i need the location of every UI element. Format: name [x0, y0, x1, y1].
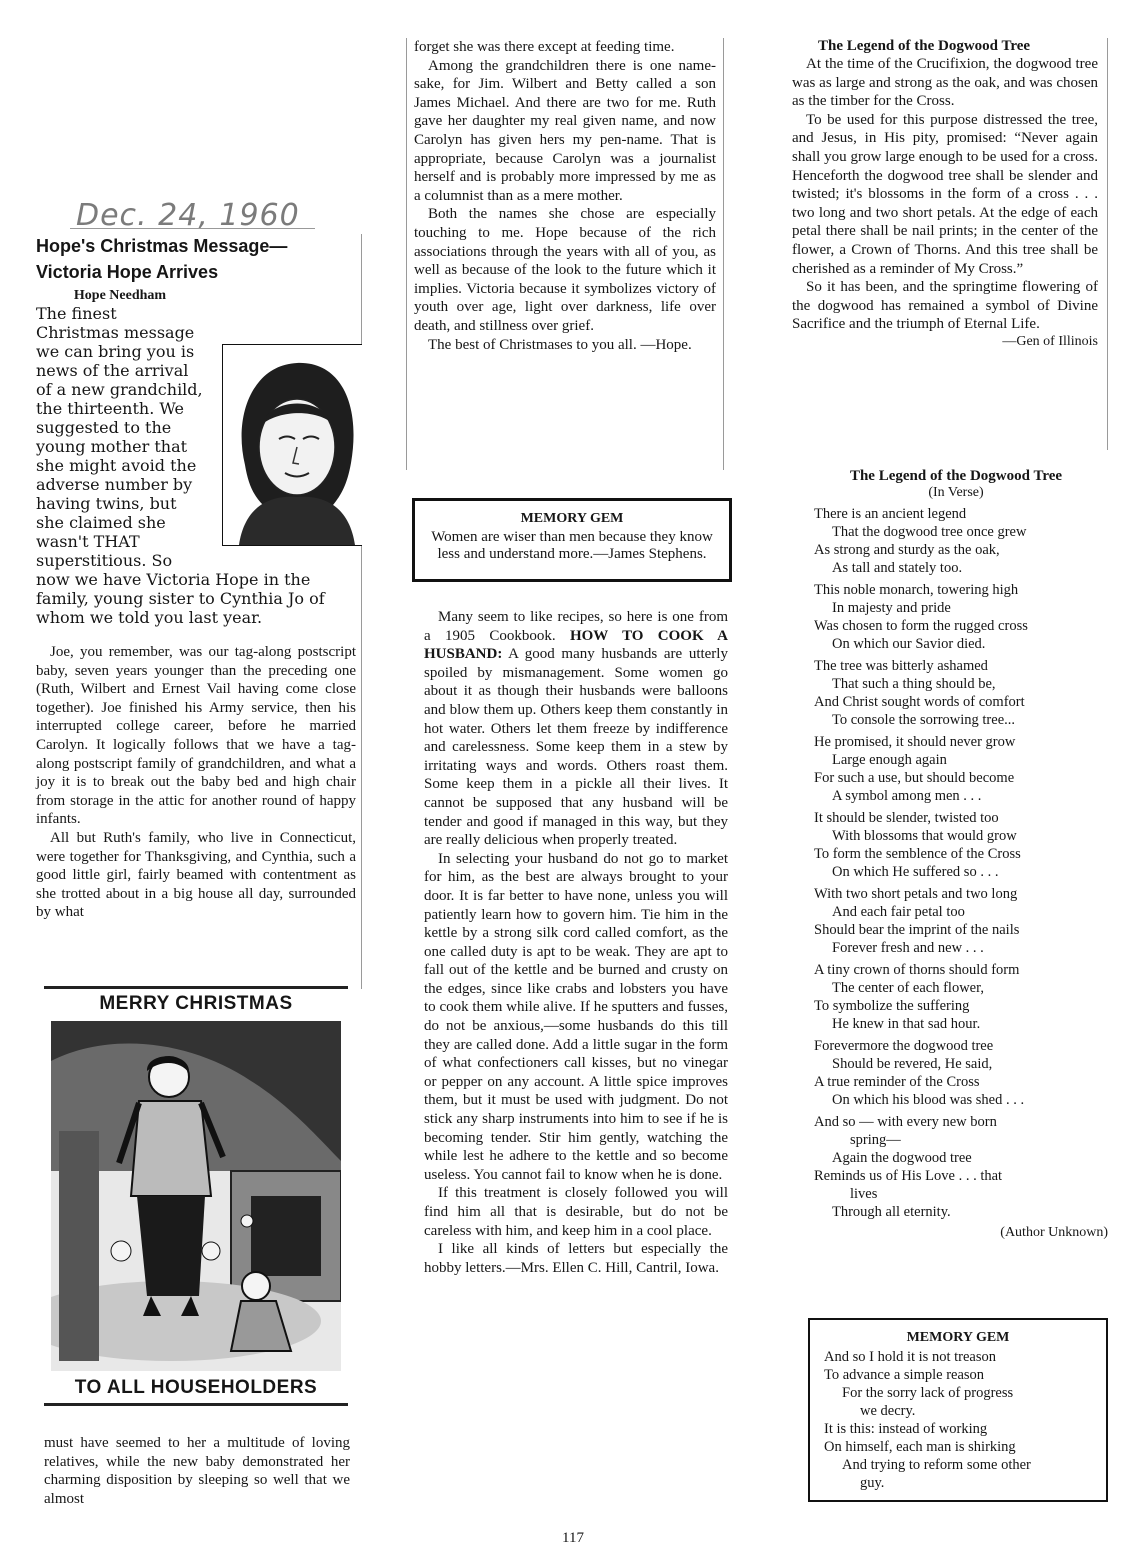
- legend-verse-subtitle: (In Verse): [928, 485, 984, 500]
- stanza-4: [814, 733, 1108, 805]
- legend-prose-paragraph-2: To be used for this purpose distressed the tree, and Jesus, in His pity, promised: “Never again shall you grow large enough to be used for a cross. Henceforth the dogwood tree shall be slender and twisted; it's blossoms in the form of a cross . . . two long and two short petals. At the edge of each petal there shall be nail prints; in the center of the flower, a Crown of Thorns. And this tree shall be cherished as a reminder of My Cross.”: [792, 111, 1098, 277]
- handwritten-date: Dec. 24, 1960: [76, 198, 300, 233]
- verse-line: And Christ sought words of comfort: [814, 694, 1025, 710]
- memory-gem-1-title: MEMORY GEM: [520, 511, 624, 526]
- legend-verse-stanzas: [804, 505, 1108, 1221]
- recipe-intro: Many seem to like recipes, so here is one from a 1905 Cookbook.: [424, 609, 728, 644]
- gem-line: And trying to reform some other: [842, 1457, 1031, 1473]
- verse-line: On which our Savior died.: [832, 636, 986, 652]
- col2-paragraph-1: forget she was there except at feeding time.: [414, 39, 675, 55]
- portrait-figure: [208, 344, 356, 566]
- hope-col2-clipping: [406, 38, 724, 470]
- verse-line: To form the semblence of the Cross: [814, 846, 1021, 862]
- memory-gem-1-text: Women are wiser than men because they know less and understand more.—James Stephens.: [431, 529, 713, 562]
- legend-verse-clipping: [804, 468, 1108, 1264]
- legend-verse-signature: (Author Unknown): [1000, 1225, 1108, 1240]
- stanza-1: [814, 505, 1108, 577]
- verse-line: Was chosen to form the rugged cross: [814, 618, 1028, 634]
- recipe-title: HOW TO COOK A HUSBAND:: [424, 627, 728, 663]
- recipe-paragraph-2: In selecting your husband do not go to market for him, as the best are always brought to your door. It is far better to have none, unless you will patiently learn how to govern him. Tie him in the kettle by a strong silk cord called comfort, as the one called duty is apt to be weak. They are apt to fall out of the kettle and be burned and crusty on the edges, since like crabs and lobsters you have to cook them while alive. If he sputters and fusses, do not be anxious,—some husbands do this till they are called done. Add a little sugar in the form of what confectioners call kisses, but no vinegar or pepper on any account. A little spice improves them, but it must be used with judgment. Do not stick any sharp instruments into him to see if he is becoming tender. Stir him gently, watching the while lest he adhere to the kettle and so become useless. You cannot fail to know when he is done.: [424, 850, 728, 1183]
- verse-line: On which He suffered so . . .: [832, 864, 999, 880]
- verse-line: Should bear the imprint of the nails: [814, 922, 1020, 938]
- verse-line: As tall and stately too.: [832, 560, 963, 576]
- recipe-clipping: [416, 608, 732, 1512]
- verse-line: The center of each flower,: [832, 980, 984, 996]
- page-number: 117: [562, 1530, 584, 1546]
- verse-line: spring—: [850, 1132, 901, 1148]
- gem-line: guy.: [860, 1475, 885, 1491]
- hope-continued-text: must have seemed to her a multitude of loving relatives, while the new baby demonstrated her charming disposition by sleeping so well that we almost: [44, 1435, 350, 1507]
- verse-line: He knew in that sad hour.: [832, 1016, 981, 1032]
- verse-line: Forevermore the dogwood tree: [814, 1038, 994, 1054]
- verse-line: With two short petals and two long: [814, 886, 1018, 902]
- verse-line: The tree was bitterly ashamed: [814, 658, 988, 674]
- hope-article-clipping: [30, 234, 362, 989]
- verse-line: For such a use, but should become: [814, 770, 1015, 786]
- verse-line: This noble monarch, towering high: [814, 582, 1019, 598]
- stanza-5: [814, 809, 1108, 881]
- verse-line: Again the dogwood tree: [832, 1150, 972, 1166]
- recipe-paragraph-1: [424, 608, 728, 850]
- hope-paragraph-1: The finest Christmas message we can bring you is news of the arrival of a new grandchild, the thirteenth. We suggested to the young mother that she might avoid the adverse number by having twins, but she claimed she wasn't THAT superstitious. So now we have Victoria Hope in the family, young sister to Cynthia Jo of whom we told you last year.: [36, 304, 325, 627]
- hope-paragraph-2: Joe, you remember, was our tag-along postscript baby, seven years younger than the preceding one (Ruth, Wilbert and Ernest Vail having come close together). Joe finished his Army service, then his interrupted college career, before he married Carolyn. It logically follows that we have a tag-along postscript family of grandchildren, and what a joy it is to break out the baby bed and high chair from storage in the attic for another round of happy infants.: [36, 644, 356, 828]
- memory-gem-1: [412, 498, 732, 582]
- legend-prose-title: The Legend of the Dogwood Tree: [818, 38, 1031, 54]
- recipe-paragraph-1-rest: A good many husbands are utterly spoiled by mismanagement. Some women go about it as though their husbands were balloons and blow them up. Others keep them constantly in hot water. Others let them freeze by indifference and carelessness. Some keep them in a stew by irritating ways and words. Others roast them. Some keep them in a pickle all their lives. It cannot be supposed that any husband will be tender and good if managed in this way, but they are really delicious when properly treated.: [424, 646, 728, 849]
- verse-line: That the dogwood tree once grew: [832, 524, 1027, 540]
- stanza-8: [814, 1037, 1108, 1109]
- verse-line: There is an ancient legend: [814, 506, 967, 522]
- recipe-paragraph-4: I like all kinds of letters but especially the hobby letters.—Mrs. Ellen C. Hill, Cantril, Iowa.: [424, 1241, 728, 1276]
- verse-line: Reminds us of His Love . . . that: [814, 1168, 1003, 1184]
- memory-gem-2: [808, 1318, 1108, 1502]
- gem-line: And so I hold it is not treason: [824, 1349, 996, 1365]
- verse-line: To console the sorrowing tree...: [832, 712, 1016, 728]
- stanza-2: [814, 581, 1108, 653]
- verse-line: Large enough again: [832, 752, 947, 768]
- legend-prose-clipping: [788, 38, 1108, 450]
- verse-line: Through all eternity.: [832, 1204, 951, 1220]
- verse-line: A tiny crown of thorns should form: [814, 962, 1020, 978]
- verse-line: Forever fresh and new . . .: [832, 940, 984, 956]
- stanza-7: [814, 961, 1108, 1033]
- verse-line: As strong and sturdy as the oak,: [814, 542, 1000, 558]
- xmas-cartoon-clipping: [40, 986, 352, 1426]
- recipe-paragraph-3: If this treatment is closely followed you will find him all that is desirable, but do not be careless with him, and keep him in a cool place.: [424, 1185, 728, 1239]
- gem-line: To advance a simple reason: [824, 1367, 985, 1383]
- verse-line: A symbol among men . . .: [832, 788, 982, 804]
- legend-prose-signature: —Gen of Illinois: [1002, 333, 1098, 349]
- verse-line: Should be revered, He said,: [832, 1056, 993, 1072]
- verse-line: On which his blood was shed . . .: [832, 1092, 1025, 1108]
- verse-line: He promised, it should never grow: [814, 734, 1016, 750]
- gem-line: It is this: instead of working: [824, 1421, 988, 1437]
- col2-paragraph-3: Both the names she chose are especially touching to me. Hope because of the rich associations through the years with all of you, as well as because of the look to the future which it implies. Victoria because it symbolizes victory of youth over age, light over darkness, life over death, and stillness over grief.: [414, 206, 716, 334]
- verse-line: lives: [850, 1186, 878, 1202]
- gem-line: we decry.: [860, 1403, 916, 1419]
- stanza-6: [814, 885, 1108, 957]
- verse-line: And so — with every new born: [814, 1114, 997, 1130]
- stanza-3: [814, 657, 1108, 729]
- col2-paragraph-4: The best of Christmases to you all. —Hope.: [428, 336, 692, 353]
- photo-caption: Hope Needham: [73, 288, 167, 303]
- hope-paragraph-3: All but Ruth's family, who live in Connecticut, were together for Thanksgiving, and Cynthia, such a good little girl, fairly beamed with contentment as she trotted about in a big house all day, surrounded by what: [36, 829, 356, 921]
- hope-continued-clipping: [44, 1434, 350, 1518]
- portrait-image: [222, 344, 362, 546]
- cartoon-title: MERRY CHRISTMAS: [99, 993, 293, 1014]
- gem-line: On himself, each man is shirking: [824, 1439, 1016, 1455]
- memory-gem-2-title: MEMORY GEM: [906, 1330, 1010, 1345]
- verse-line: With blossoms that would grow: [832, 828, 1017, 844]
- headline-1: Hope's Christmas Message—: [36, 236, 288, 256]
- headline-2: Victoria Hope Arrives: [36, 262, 219, 282]
- cartoon-image: [51, 1021, 341, 1371]
- date-underline: [70, 228, 315, 229]
- verse-line: A true reminder of the Cross: [814, 1074, 980, 1090]
- verse-line: It should be slender, twisted too: [814, 810, 999, 826]
- legend-prose-paragraph-1: At the time of the Crucifixion, the dogwood tree was as large and strong as the oak, and was chosen as the timber for the Cross.: [792, 56, 1098, 110]
- gem-line: For the sorry lack of progress: [842, 1385, 1014, 1401]
- verse-line: And each fair petal too: [832, 904, 965, 920]
- verse-line: In majesty and pride: [832, 600, 951, 616]
- legend-prose-paragraph-3: So it has been, and the springtime flowering of the dogwood has remained a symbol of Divine Sacrifice and the triumph of Eternal Life.: [792, 279, 1098, 333]
- verse-line: To symbolize the suffering: [814, 998, 970, 1014]
- legend-verse-title: The Legend of the Dogwood Tree: [849, 468, 1063, 484]
- verse-line: That such a thing should be,: [832, 676, 996, 692]
- col2-paragraph-2: Among the grandchildren there is one name-sake, for Jim. Wilbert and Betty called a son James Michael. And there are two for me. Ruth gave her daughter my real given name, and now Carolyn has given hers my pen-name. That is appropriate, because Carolyn was a journalist herself and is probably more impressed by me as a columnist than as a mere mother.: [414, 57, 716, 204]
- cartoon-footer: TO ALL HOUSEHOLDERS: [74, 1377, 318, 1398]
- stanza-9: [814, 1113, 1108, 1221]
